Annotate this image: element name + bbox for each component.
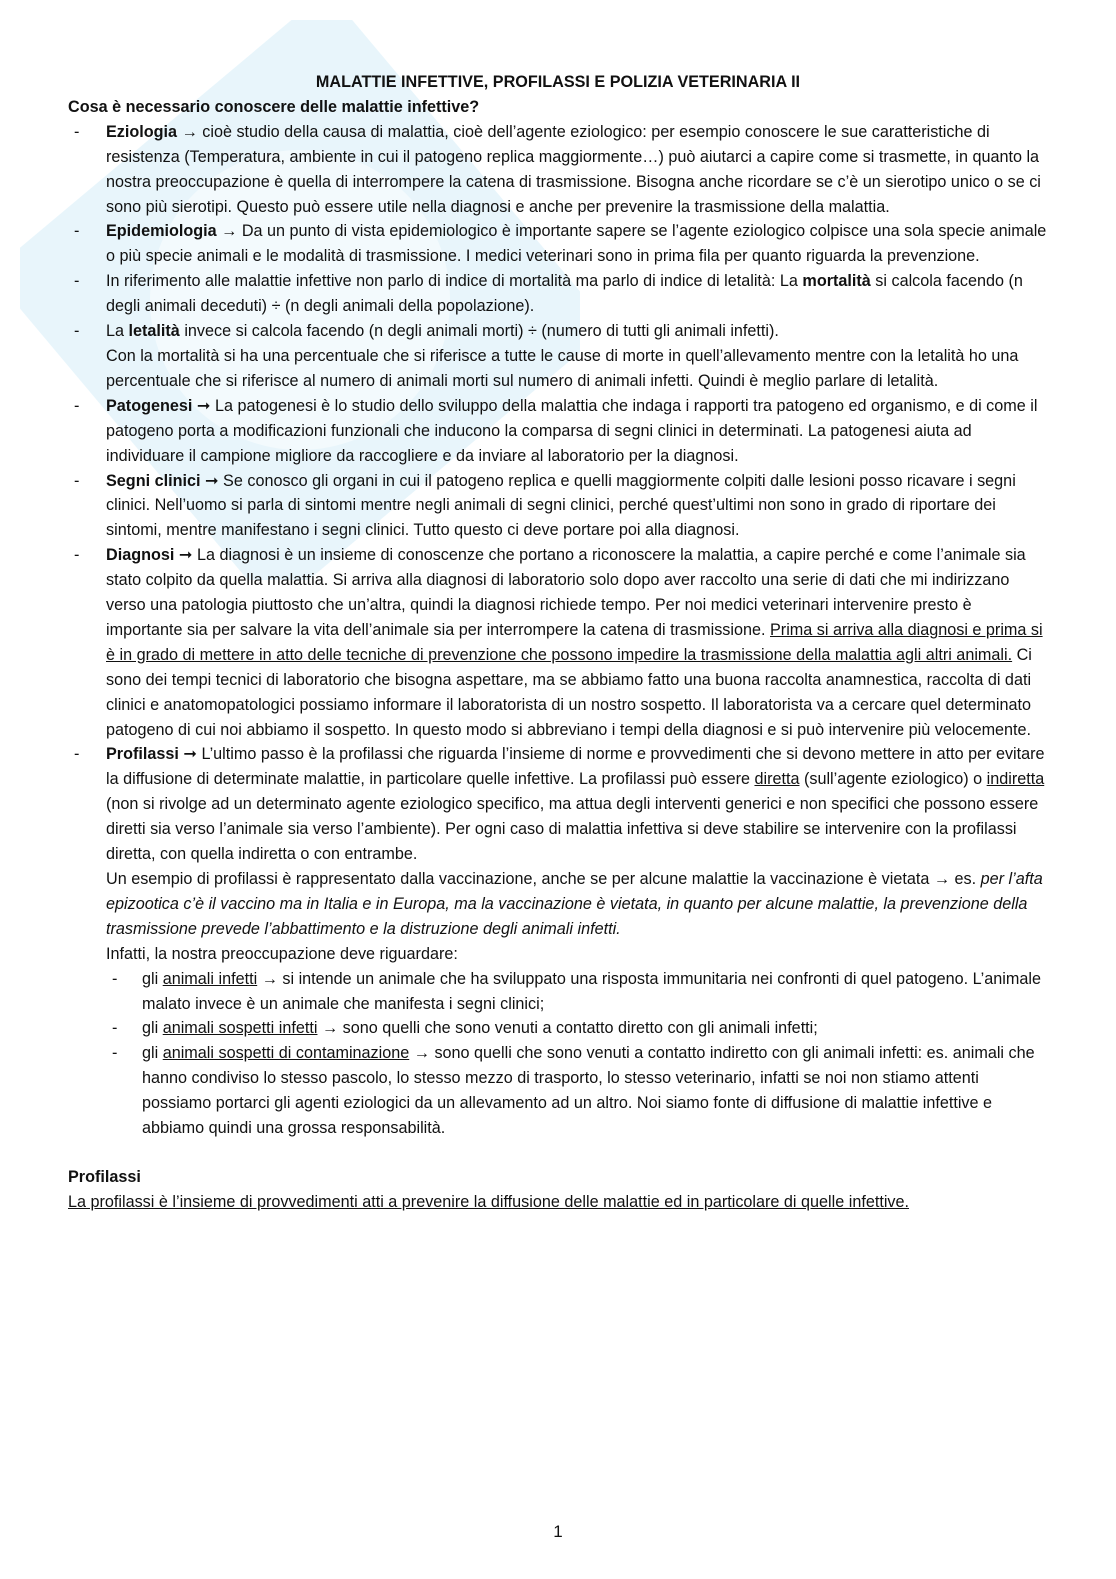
text-diagnosi-underlined: Prima si arriva alla diagnosi e prima si è in grado di mettere in atto delle tecniche di prevenzione che possono impedire la trasmissione della malattia agli altri animali. [106,620,1043,664]
page-number: 1 [553,1522,563,1541]
concern-pre: gli [142,969,159,988]
concern-term: animali sospetti di contaminazione [162,1044,410,1063]
document-page [68,70,1048,1215]
text-patogenesi: La patogenesi è lo studio dello sviluppo della malattia che indaga i rapporti tra patogeno ed organismo, e di come il patogeno porta a modificazioni funzionali che inducono la comparsa di segni clinici in determinati. La patogenesi aiuta ad individuare il campione migliore da raccogliere e da inviare al laboratorio per la diagnosi. [106,396,1038,465]
concern-item-infetti [106,967,1048,1017]
term-epidemiologia: Epidemiologia [106,222,217,241]
concern-term: animali sospetti infetti [162,1019,318,1038]
text-eziologia: cioè studio della causa di malattia, cioè dell’agente eziologico: per esempio conoscere le sue caratteristiche di resistenza (Temperatura, ambiente in cui il patogeno replica maggiormente…) può aiutarci a capire come si trasmette, in quanto la nostra preoccupazione è quella di interrompere la catena di trasmissione. Bisogna anche ricordare se c’è un sierotipo unico o se ci sono più sierotipi. Questo può essere utile nella diagnosi e anche per prevenire la trasmissione della malattia. [106,122,1041,216]
arrow-icon: → [181,122,198,141]
text-letalita-before: La [106,322,125,341]
text-profilassi-3: (non si rivolge ad un determinato agente eziologico specifico, ma attua degli interventi generici e non specifici che possono essere diretti sia verso l’animale sia verso l’ambiente). Per ogni caso di malattia infettiva si deve stabilire se intervenire con la profilassi diretta, con quella indiretta o con entrambe. [106,795,1039,864]
arrow-icon: → [413,1044,430,1063]
term-mortalita: mortalità [802,272,871,291]
text-letalita-extra: Con la mortalità si ha una percentuale che si riferisce a tutte le cause di morte in quell’allevamento mentre con la letalità ho una percentuale che si riferisce al numero di animali morti sul numero di animali infetti. Quindi è meglio parlare di letalità. [106,346,1019,390]
text-profilassi-infatti: Infatti, la nostra preoccupazione deve riguardare: [106,944,458,963]
topic-list [68,120,1048,1141]
concern-item-sospetti-contaminazione [106,1041,1048,1141]
arrow-icon: ➞ [196,396,211,415]
list-item-letalita [68,319,1048,394]
concern-pre: gli [142,1044,159,1063]
term-patogenesi: Patogenesi [106,396,193,415]
list-item-diagnosi [68,543,1048,742]
arrow-icon: ➞ [183,745,197,764]
arrow-icon: → [321,1019,339,1038]
arrow-icon: → [221,222,238,241]
term-letalita: letalità [128,322,180,341]
text-profilassi-example: Un esempio di profilassi è rappresentato dalla vaccinazione, anche se per alcune malattie la vaccinazione è vietata [106,870,930,888]
text-profilassi-indiretta: indiretta [986,770,1045,789]
section-title: Profilassi [68,1167,141,1186]
page-title: MALATTIE INFETTIVE, PROFILASSI E POLIZIA VETERINARIA II [315,73,801,91]
text-segni-clinici: Se conosco gli organi in cui il patogeno replica e quelli maggiormente colpiti dalle lesioni posso ricavare i segni clinici. Nell’uomo si parla di sintomi mentre negli animali di segni clinici, perché quest’ultimi non sono in grado di riportare dei sintomi, mentre manifestano i segni clinici. Tutto questo ci deve portare poi alla diagnosi. [106,471,1016,540]
section-lead: La profilassi è l’insieme di provvedimenti atti a prevenire la diffusione delle malattie ed in particolare di quelle infettive. [68,1192,910,1211]
concern-item-sospetti-infetti [106,1016,1048,1041]
concern-text: sono quelli che sono venuti a contatto diretto con gli animali infetti; [342,1019,818,1038]
arrow-icon: ➞ [178,546,193,565]
spacer [68,1141,1048,1165]
text-mortalita-before: In riferimento alle malattie infettive non parlo di indice di mortalità ma parlo di indice di letalità: La [106,272,798,291]
text-profilassi-1: L’ultimo passo è la profilassi che riguarda l’insieme di norme e provvedimenti che si devono mettere in atto per evitare la diffusione di determinate malattie, in particolare quelle infettive. La profilassi può essere [106,745,1045,789]
concern-text: sono quelli che sono venuti a contatto indiretto con gli animali infetti: es. animali che hanno condiviso lo stesso pascolo, lo stesso mezzo di trasporto, lo stesso veterinario, infatti se noi non stiamo attenti possiamo portarci gli agenti eziologici da un allevamento ad un altro. Noi siamo fonte di diffusione di malattie infettive e abbiamo quindi una grossa responsabilità. [142,1044,1035,1138]
arrow-icon: → [261,969,278,988]
text-profilassi-es: es. [954,870,977,888]
text-epidemiologia: Da un punto di vista epidemiologico è importante sapere se l’agente eziologico colpisce una sola specie animale o più specie animali e le modalità di trasmissione. I medici veterinari sono in prima fila per quanto riguarda la prevenzione. [106,222,1047,266]
list-item-patogenesi [68,394,1048,469]
concern-list [106,967,1048,1141]
arrow-icon: → [933,870,951,888]
list-item-profilassi [68,742,1048,1141]
text-mortalita-after: si calcola facendo (n degli animali deceduti) ÷ (n degli animali della popolazione). [106,272,1023,316]
concern-text: si intende un animale che ha sviluppato una risposta immunitaria nei confronti di quel patogeno. L’animale malato invece è un animale che manifesta i segni clinici; [142,969,1041,1013]
term-diagnosi: Diagnosi [106,546,175,565]
text-profilassi-italic: per l’afta epizootica c’è il vaccino ma in Italia e in Europa, ma la vaccinazione è vietata, in quanto per alcune malattie, la prevenzione della trasmissione prevede l’abbattimento e la distruzione degli animali infetti. [106,870,1043,938]
list-item-mortalita [68,269,1048,319]
arrow-icon: ➞ [204,471,219,490]
text-profilassi-diretta: diretta [754,770,800,789]
text-letalita-after: invece si calcola facendo (n degli animali morti) ÷ (numero di tutti gli animali infetti). [184,322,779,341]
intro-question: Cosa è necessario conoscere delle malattie infettive? [68,97,480,116]
concern-term: animali infetti [162,969,258,988]
concern-pre: gli [142,1019,159,1038]
list-item-eziologia [68,120,1048,220]
term-segni-clinici: Segni clinici [106,471,201,490]
term-profilassi: Profilassi [106,745,179,764]
list-item-segni-clinici [68,469,1048,544]
list-item-epidemiologia [68,219,1048,269]
text-profilassi-2: (sull’agente eziologico) o [803,770,983,789]
text-diagnosi-1: La diagnosi è un insieme di conoscenze che portano a riconoscere la malattia, a capire perché e come l’animale sia stato colpito da quella malattia. Si arriva alla diagnosi di laboratorio solo dopo aver raccolto una serie di dati che mi indirizzano verso una patologia piuttosto che un’altra, quindi la diagnosi richiede tempo. Per noi medici veterinari intervenire presto è importante sia per salvare la vita dell’animale sia per interrompere la catena di trasmissione. [106,546,1026,639]
term-eziologia: Eziologia [106,122,178,141]
text-diagnosi-2: Ci sono dei tempi tecnici di laboratorio che bisogna aspettare, ma se abbiamo fatto una buona raccolta anamnestica, raccolta di dati clinici e anatomopatologici possiamo informare il laboratorista di un nostro sospetto. Il laboratorista va a cercare quel determinato patogeno di cui noi abbiamo il sospetto. In questo modo si abbreviano i tempi della diagnosi e si può intervenire più velocemente. [106,645,1032,739]
